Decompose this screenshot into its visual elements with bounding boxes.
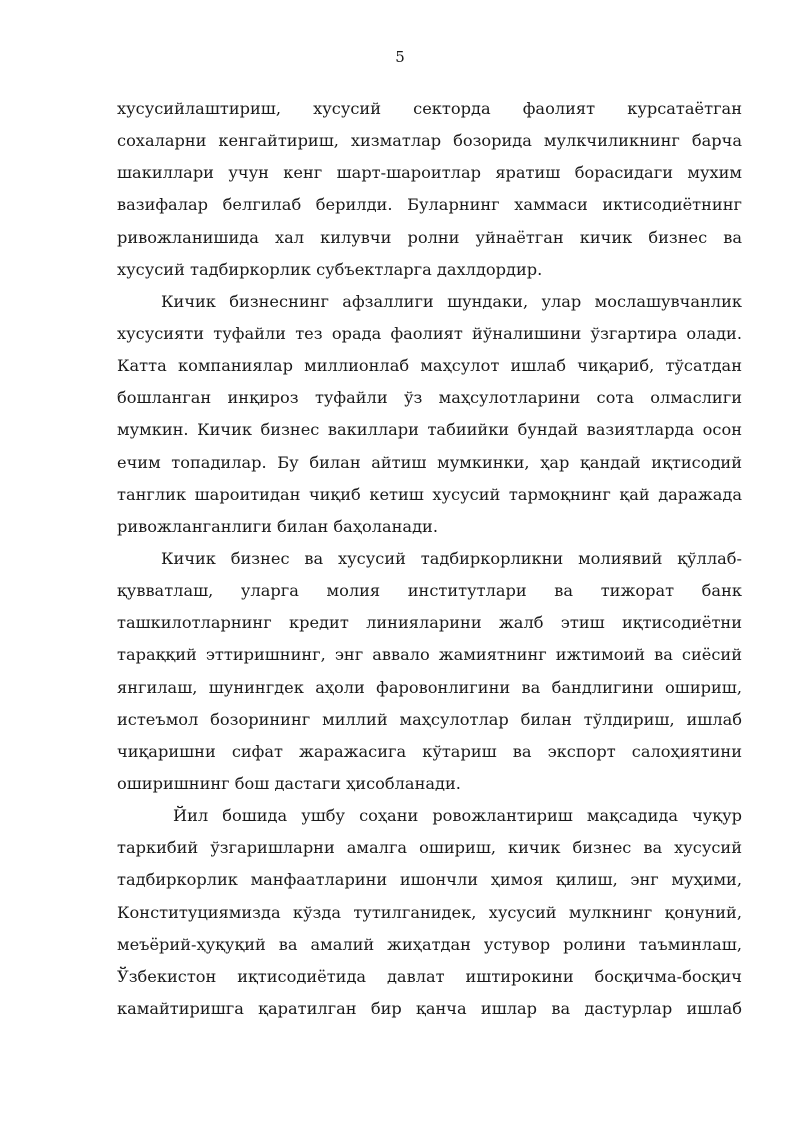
text-line: ривожланганлиги билан баҳоланади. <box>117 516 438 536</box>
text-line: камайтиришга қаратилган бир қанча ишлар ва дастурлар ишлаб <box>117 998 742 1018</box>
body-text <box>117 93 742 1025</box>
text-line: хусусияти туфайли тез орада фаолият йўналишини ўзгартира олади. <box>117 323 742 343</box>
text-line: шакиллари учун кенг шарт-шароитлар яратиш борасидаги мухим <box>117 163 742 183</box>
text-line: ривожланишида хал килувчи ролни уйнаётган кичик бизнес ва <box>117 227 742 247</box>
paragraph <box>117 93 742 286</box>
text-line: таркибий ўзгаришларни амалга ошириш, кичик бизнес ва хусусий <box>117 838 742 858</box>
text-line: бошланган инқироз туфайли ўз маҳсулотларини сота олмаслиги <box>117 388 742 408</box>
paragraph <box>117 286 742 543</box>
page-number: 5 <box>395 48 405 66</box>
text-line: Кичик бизнеснинг афзаллиги шундаки, улар мослашувчанлик <box>161 291 742 311</box>
text-line: мумкин. Кичик бизнес вакиллари табиийки бундай вазиятларда осон <box>117 420 742 440</box>
paragraph <box>117 800 742 1025</box>
paragraph <box>117 543 742 800</box>
text-line: хусусийлаштириш, хусусий секторда фаолият курсатаётган <box>117 99 742 118</box>
text-line: тадбиркорлик манфаатларини ишончли ҳимоя қилиш, энг муҳими, <box>117 870 742 890</box>
text-line: вазифалар белгилаб берилди. Буларнинг хаммаси иктисодиётнинг <box>117 195 742 215</box>
text-line: янгилаш, шунингдек аҳоли фаровонлигини ва бандлигини ошириш, <box>117 677 742 697</box>
text-line: Кичик бизнес ва хусусий тадбиркорликни молиявий қўллаб- <box>161 548 742 568</box>
text-line: Ўзбекистон иқтисодиётида давлат иштирокини босқичма-босқич <box>117 966 742 986</box>
text-line: истеъмол бозорининг миллий маҳсулотлар билан тўлдириш, ишлаб <box>117 709 742 729</box>
text-line: меъёрий-ҳуқуқий ва амалий жиҳатдан устувор ролини таъминлаш, <box>117 934 742 954</box>
text-line: чиқаришни сифат жаражасига кўтариш ва экспорт салоҳиятини <box>117 741 742 761</box>
text-line: ечим топадилар. Бу билан айтиш мумкинки, ҳар қандай иқтисодий <box>117 452 742 472</box>
text-line: Конституциямизда кўзда тутилганидек, хусусий мулкнинг қонуний, <box>117 902 742 922</box>
text-line: тараққий эттиришнинг, энг аввало жамиятнинг ижтимоий ва сиёсий <box>117 645 742 665</box>
text-line: танглик шароитидан чиқиб кетиш хусусий тармоқнинг қай даражада <box>117 484 742 504</box>
text-line: Катта компаниялар миллионлаб маҳсулот ишлаб чиқариб, тўсатдан <box>117 356 742 376</box>
text-line: қувватлаш, уларга молия институтлари ва тижорат банк <box>117 581 742 601</box>
text-line: Йил бошида ушбу соҳани ровожлантириш мақсадида чуқур <box>173 806 742 826</box>
text-line: сохаларни кенгайтириш, хизматлар бозорида мулкчиликнинг барча <box>117 131 742 151</box>
text-line: оширишнинг бош дастаги ҳисобланади. <box>117 773 461 793</box>
text-line: ташкилотларнинг кредит линияларини жалб этиш иқтисодиётни <box>117 613 742 633</box>
text-line: хусусий тадбиркорлик субъектларга дахлдордир. <box>117 259 543 279</box>
